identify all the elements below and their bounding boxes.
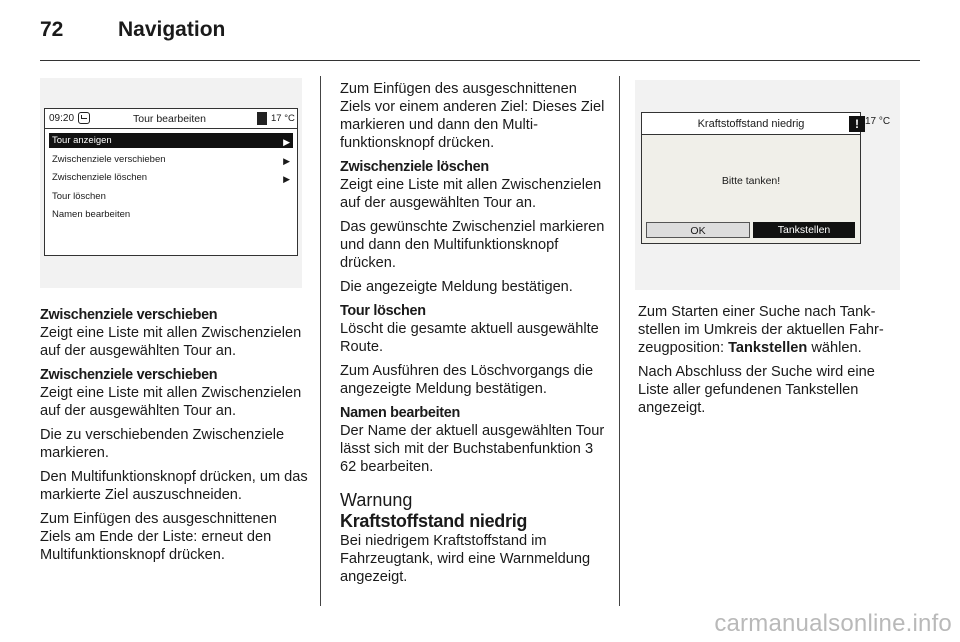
column-divider-1	[320, 76, 321, 606]
paragraph: Nach Abschluss der Suche wird eine Liste aller gefundenen Tankstellen angezeigt.	[638, 364, 875, 416]
screen-title: Tour bearbeiten	[133, 113, 206, 125]
screenshot-tour-bearbeiten	[40, 78, 302, 288]
temperature: 17 °C	[865, 116, 891, 127]
menu-item-label: Namen bearbeiten	[52, 209, 131, 220]
paragraph: Den Multifunktionsknopf drücken, um das markierte Ziel auszuschneiden.	[40, 469, 308, 503]
paragraph	[638, 303, 906, 357]
phone-icon	[257, 112, 267, 125]
tankstellen-button[interactable]: Tankstellen	[753, 222, 855, 238]
chapter-subheading: Kraftstoffstand niedrig	[340, 511, 528, 531]
section-text: Zeigt eine Liste mit allen Zwischenzielen auf der ausgewählten Tour an.	[40, 385, 302, 419]
section-heading: Zwischenziele verschieben	[40, 367, 218, 383]
chevron-right-icon: ▶	[283, 174, 290, 184]
paragraph-text: wählen.	[807, 340, 862, 356]
page-header	[40, 18, 920, 48]
section-namen-bearbeiten	[340, 404, 606, 476]
section-zwischenziele-verschieben-2	[40, 366, 308, 420]
section-heading: Zwischenziele löschen	[340, 159, 489, 175]
screenshot-kraftstoffstand	[635, 80, 900, 290]
menu-item-label: Zwischenziele verschieben	[52, 154, 166, 165]
text-column-1	[40, 306, 308, 570]
section-text: Der Name der aktuell ausgewählten Tour lässt sich mit der Buchstabenfunktion 3 62 bearbeiten.	[340, 423, 605, 475]
section-heading: Namen bearbeiten	[340, 405, 460, 421]
section-tour-loeschen	[340, 302, 606, 356]
menu-item-tour-loeschen[interactable]	[49, 189, 293, 204]
section-heading: Tour löschen	[340, 303, 426, 319]
page-title: Navigation	[118, 18, 226, 41]
paragraph: Die angezeigte Meldung bestätigen.	[340, 279, 573, 295]
menu-item-label: Tour anzeigen	[52, 135, 112, 146]
column-divider-2	[619, 76, 620, 606]
dialog-title: Kraftstoffstand niedrig	[642, 113, 860, 135]
clock-time: 09:20	[49, 113, 75, 124]
menu-item-label: Zwischenziele löschen	[52, 172, 148, 183]
chevron-right-icon: ▶	[283, 137, 290, 147]
watermark: carmanualsonline.info	[714, 610, 952, 637]
paragraph: Bei niedrigem Kraftstoffstand im Fahrzeugtank, wird eine Warnmeldung angezeigt.	[340, 533, 591, 585]
infotainment-display	[44, 108, 298, 256]
menu-item-zwischenziele-loeschen[interactable]	[49, 170, 293, 185]
temperature: 17 °C	[271, 113, 295, 124]
menu-item-tour-anzeigen[interactable]	[49, 133, 293, 148]
dialog-message: Bitte tanken!	[721, 175, 781, 187]
clock-icon	[78, 112, 90, 124]
warning-icon: !	[849, 116, 865, 132]
text-column-2	[340, 80, 606, 592]
chevron-right-icon: ▶	[283, 156, 290, 166]
paragraph: Zum Einfügen des ausgeschnittenen Ziels am Ende der Liste: erneut den Multifunktionsknopf drücken.	[40, 511, 277, 563]
section-text: Zeigt eine Liste mit allen Zwischenzielen auf der ausgewählten Tour an.	[340, 177, 602, 211]
paragraph: Zum Ausführen des Löschvorgangs die angezeigte Meldung bestätigen.	[340, 363, 594, 397]
text-column-3	[638, 303, 906, 423]
paragraph-text: Zum Starten einer Suche nach Tankstellen im Umkreis der aktuellen Fahrzeugposition:	[638, 304, 884, 356]
section-zwischenziele-loeschen	[340, 158, 606, 212]
section-zwischenziele-verschieben	[40, 306, 308, 360]
section-text: Löscht die gesamte aktuell ausgewählte Route.	[340, 321, 599, 355]
menu-item-namen-bearbeiten[interactable]	[49, 207, 293, 222]
paragraph: Zum Einfügen des ausgeschnittenen Ziels vor einem anderen Ziel: Dieses Ziel markieren und dann den Multifunktionsknopf drücken.	[340, 81, 605, 151]
emphasis-tankstellen: Tankstellen	[728, 340, 808, 356]
menu-item-label: Tour löschen	[52, 191, 106, 202]
warning-dialog	[641, 112, 861, 244]
chapter-heading-warnung: Warnung	[340, 490, 413, 510]
menu-item-zwischenziele-verschieben[interactable]	[49, 152, 293, 167]
header-divider	[40, 60, 920, 61]
section-text: Zeigt eine Liste mit allen Zwischenzielen auf der ausgewählten Tour an.	[40, 325, 302, 359]
ok-button[interactable]: OK	[646, 222, 750, 238]
status-bar	[45, 109, 297, 129]
section-heading: Zwischenziele verschieben	[40, 307, 218, 323]
page-number: 72	[40, 18, 64, 41]
paragraph: Das gewünschte Zwischenziel markieren und dann den Multifunktionsknopf drücken.	[340, 219, 605, 271]
paragraph: Die zu verschiebenden Zwischenziele markieren.	[40, 427, 285, 461]
